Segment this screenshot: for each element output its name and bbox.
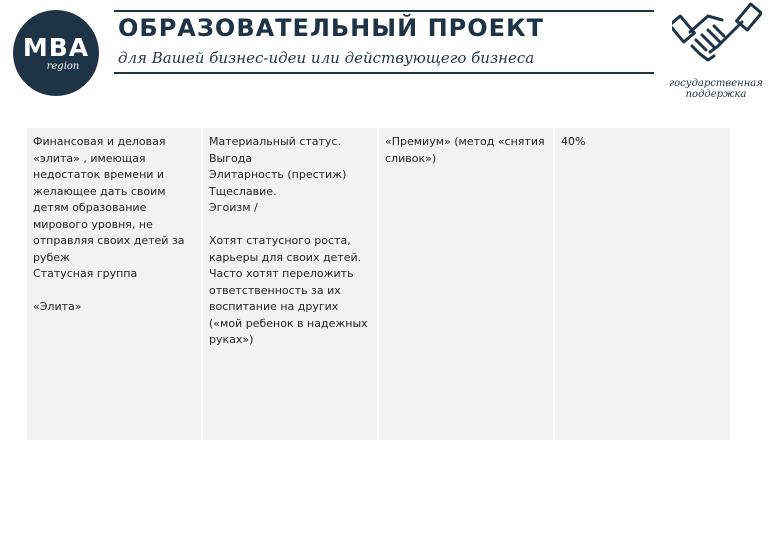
cell-segment: Финансовая и деловая «элита» , имеющая недостаток времени и желающее дать своим детям образование мирового уровня, не отправляя своих детей за рубеж Статусная группа «Элита» [27, 128, 201, 440]
segment-table [27, 128, 730, 440]
cell-share: 40% [555, 128, 730, 440]
logo-main-text: MBA [22, 32, 90, 62]
gov-support-label: государственная поддержка [669, 78, 763, 100]
cell-pricing: «Премиум» (метод «снятия сливок») [379, 128, 553, 440]
mba-region-logo [13, 10, 99, 96]
page-title: ОБРАЗОВАТЕЛЬНЫЙ ПРОЕКТ [118, 14, 545, 42]
logo-sub-text: region [46, 60, 80, 72]
handshake-icon [672, 2, 762, 76]
title-top-rule [114, 10, 654, 12]
page-subtitle: для Вашей бизнес-идеи или действующего бизнеса [118, 49, 535, 67]
title-bottom-rule [114, 72, 654, 74]
cell-motives: Материальный статус. Выгода Элитарность (престиж) Тщеславие. Эгоизм / Хотят статусного роста, карьеры для своих детей. Часто хотят переложить ответственность за их воспитание на других («мой ребенок в надежных руках») [203, 128, 377, 440]
